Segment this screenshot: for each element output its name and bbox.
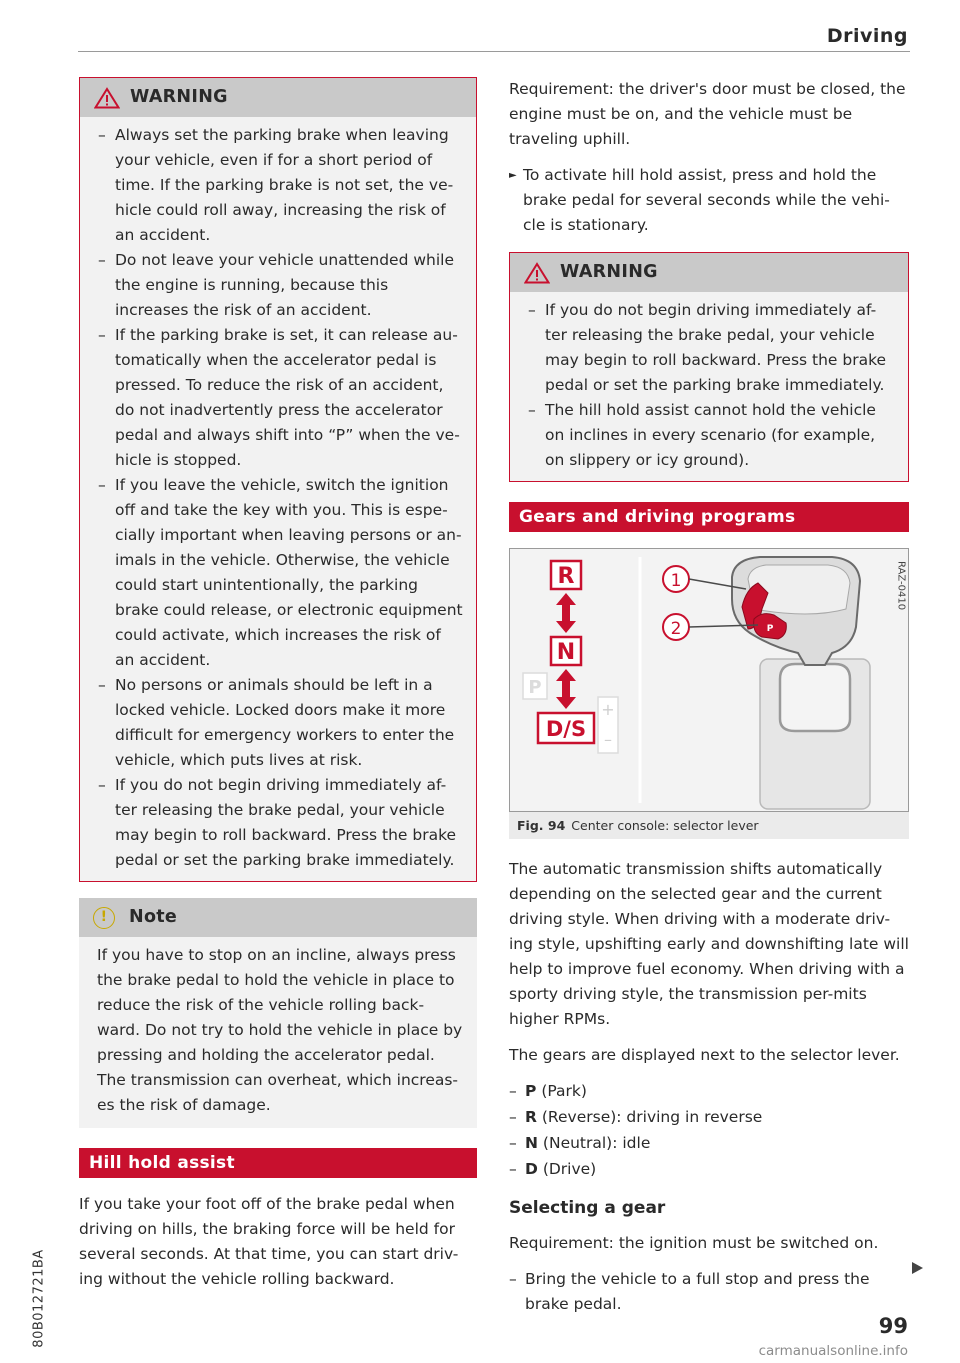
list-item: – If the parking brake is set, it can release au-tomatically when the accelerator pedal is pressed. To reduce the risk of an accident, do not inadvertently press the accelerator pedal and always shift into “P” when the ve-hicle is stopped.: [98, 323, 464, 473]
document-code-text: 80B012721BA: [31, 1249, 47, 1348]
list-item: – Do not leave your vehicle unattended while the engine is running, because this increases the risk of an accident.: [98, 248, 464, 323]
list-item: – Bring the vehicle to a full stop and press the brake pedal.: [509, 1267, 909, 1317]
park-button-label: P: [766, 624, 774, 634]
callout-2-label: 2: [670, 619, 682, 639]
figure-number: Fig. 94: [517, 818, 566, 833]
list-item: – Always set the parking brake when leaving your vehicle, even if for a short period of time. If the parking brake is not set, the ve-hicle could roll away, increasing the risk of an accident.: [98, 123, 464, 248]
warning-body: [510, 292, 908, 481]
instruction-step: ► To activate hill hold assist, press and hold the brake pedal for several seconds while the vehi-cle is stationary.: [509, 163, 909, 238]
warning-triangle-icon: [94, 87, 120, 109]
list-item: – If you do not begin driving immediately af-ter releasing the brake pedal, your vehicle may begin to roll backward. Press the brake pedal or set the parking brake immediately.: [528, 298, 896, 398]
info-exclamation-icon: !: [93, 907, 115, 929]
warning-header: [510, 253, 908, 292]
warning-box-right: [509, 252, 909, 482]
warning-body: [80, 117, 476, 881]
header-rule: [78, 51, 910, 52]
arrow-r-n-icon: [556, 593, 576, 633]
list-item: – D (Drive): [509, 1157, 909, 1182]
footer-watermark: carmanualsonline.info: [758, 1343, 908, 1359]
list-item: – R (Reverse): driving in reverse: [509, 1105, 909, 1130]
note-box: [79, 898, 477, 1128]
lever-boot: [780, 664, 850, 731]
transmission-text: The automatic transmission shifts automatically depending on the selected gear and the current driving style. When driving with a moderate driv-ing style, upshifting early and downshifting late will help to improve fuel economy. When driving with a sporty driving style, the transmission per-mits higher RPMs.: [509, 860, 909, 1028]
note-title: Note: [129, 907, 178, 927]
requirement-text: Requirement: the driver's door must be closed, the engine must be on, and the vehicle must be traveling uphill.: [509, 80, 906, 148]
arrow-n-ds-icon: [556, 669, 576, 709]
gear-p-label: P: [528, 677, 542, 698]
page-number: 99: [878, 1314, 908, 1338]
document-code: [26, 1245, 47, 1355]
list-item: – If you leave the vehicle, switch the ignition off and take the key with you. This is espe-cially important when leaving persons or an-imals in the vehicle. Otherwise, the vehicle could start unintentionally, the parking brake could release, or electronic equipment could activate, which increases the risk of an accident.: [98, 473, 464, 673]
selecting-requirement: Requirement: the ignition must be switched on.: [509, 1234, 879, 1252]
list-item: – The hill hold assist cannot hold the vehicle on inclines in every scenario (for example, on slippery or icy ground).: [528, 398, 896, 473]
tiptronic-minus: –: [604, 730, 612, 749]
warning-list: [528, 298, 896, 473]
figure-code: [893, 551, 907, 611]
list-item: – If you do not begin driving immediately af-ter releasing the brake pedal, your vehicle may begin to roll backward. Press the brake pedal or set the parking brake immediately.: [98, 773, 464, 873]
right-column: [509, 77, 909, 1331]
callout-1-label: 1: [670, 571, 682, 591]
subheading-selecting-gear: Selecting a gear: [509, 1198, 666, 1218]
warning-list: [98, 123, 464, 873]
selector-lever-illustration: [510, 549, 908, 811]
warning-title: WARNING: [130, 87, 228, 107]
figure-caption: [509, 812, 909, 839]
warning-header: [80, 78, 476, 117]
note-body: If you have to stop on an incline, always press the brake pedal to hold the vehicle in place to reduce the risk of the vehicle rolling back-ward. Do not try to hold the vehicle in place by pressing and holding the accelerator pedal. The transmission can overheat, which increas-es the risk of damage.: [79, 937, 477, 1128]
list-item: – P (Park): [509, 1079, 909, 1104]
list-item: – N (Neutral): idle: [509, 1131, 909, 1156]
warning-box-left: [79, 77, 477, 882]
gears-list: [509, 1079, 909, 1182]
figure-selector-lever: [509, 548, 909, 812]
gear-ds-label: D/S: [545, 717, 587, 741]
warning-triangle-icon: [524, 262, 550, 284]
gears-intro: The gears are displayed next to the selector lever.: [509, 1046, 900, 1064]
figure-caption-text: Center console: selector lever: [571, 818, 759, 833]
list-item: – No persons or animals should be left in a locked vehicle. Locked doors make it more difficult for emergency workers to enter the vehicle, which puts lives at risk.: [98, 673, 464, 773]
gear-r-label: R: [557, 564, 575, 589]
left-column: [79, 77, 477, 1303]
continue-arrow-icon: [912, 1262, 923, 1274]
gear-n-label: N: [556, 640, 576, 665]
hill-hold-text: If you take your foot off of the brake pedal when driving on hills, the braking force will be held for several seconds. At that time, you can start driv-ing without the vehicle rolling backward.: [79, 1195, 459, 1288]
warning-title: WARNING: [560, 262, 658, 282]
selecting-steps: [509, 1267, 909, 1317]
tiptronic-plus: +: [601, 700, 615, 719]
section-heading-hill-hold: Hill hold assist: [79, 1148, 477, 1178]
running-header: Driving: [826, 25, 908, 47]
note-header: [79, 898, 477, 937]
figure-code-text: RAZ-0410: [895, 560, 907, 611]
section-heading-gears: Gears and driving programs: [509, 502, 909, 532]
